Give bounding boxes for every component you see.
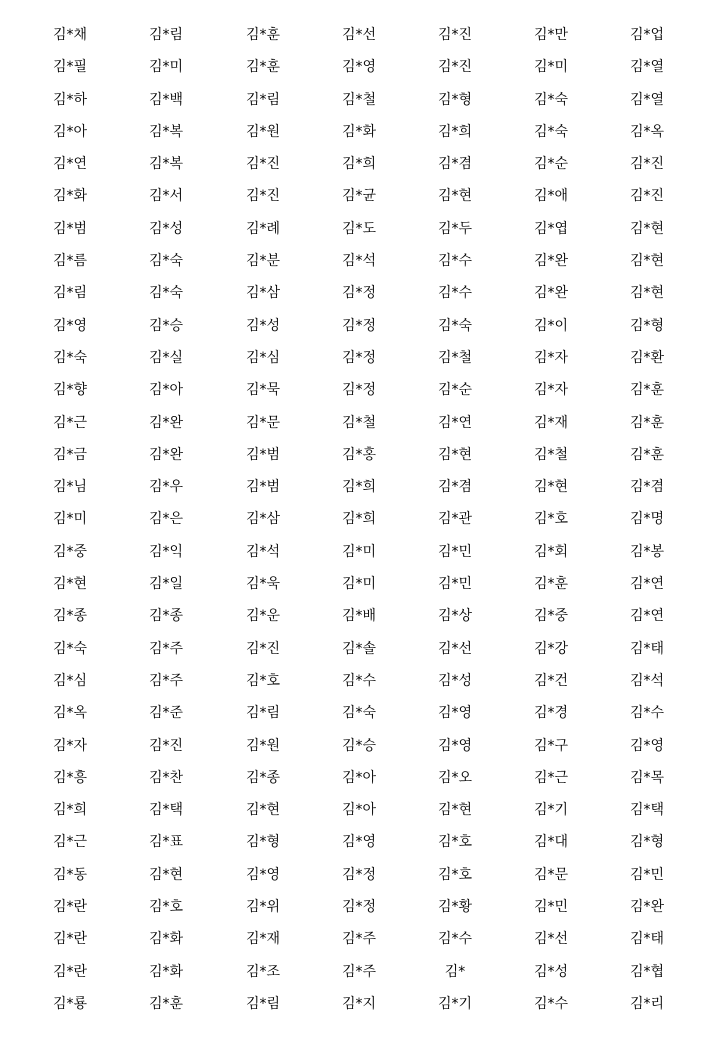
name-cell: 김*명 (629, 511, 665, 528)
name-cell: 김*중 (533, 608, 569, 625)
name-cell: 김*주 (148, 672, 184, 689)
name-cell: 김*수 (437, 253, 473, 270)
name-cell: 김*복 (148, 156, 184, 173)
name-cell: 김*영 (341, 834, 377, 851)
name-cell: 김*환 (629, 349, 665, 366)
name-cell: 김*욱 (245, 576, 281, 593)
name-cell: 김*금 (52, 446, 88, 463)
name-cell: 김*아 (148, 382, 184, 399)
name-cell: 김*업 (629, 27, 665, 43)
name-cell: 김*솔 (341, 640, 377, 657)
name-cell: 김*훈 (629, 382, 665, 399)
name-cell: 김*현 (437, 188, 473, 205)
name-cell: 김*진 (245, 640, 281, 657)
name-cell: 김*진 (437, 27, 473, 43)
name-cell: 김*익 (148, 543, 184, 560)
name-cell: 김*화 (148, 963, 184, 980)
name-cell: 김*심 (245, 349, 281, 366)
name-cell: 김*민 (629, 866, 665, 883)
name-cell: 김*삼 (245, 511, 281, 528)
name-cell: 김*진 (148, 737, 184, 754)
name-row (0, 988, 720, 1020)
name-cell: 김*위 (245, 899, 281, 916)
name-cell: 김*철 (341, 91, 377, 108)
name-cell: 김*영 (437, 705, 473, 722)
name-cell: 김*완 (533, 253, 569, 270)
name-cell: 김*선 (437, 640, 473, 657)
name-cell: 김*영 (437, 737, 473, 754)
name-cell: 김*름 (52, 253, 88, 270)
name-cell: 김*표 (148, 834, 184, 851)
name-cell: 김*두 (437, 220, 473, 237)
name-cell: 김*완 (148, 446, 184, 463)
name-cell: 김*목 (629, 769, 665, 786)
name-cell: 김*동 (52, 866, 88, 883)
name-cell: 김*형 (245, 834, 281, 851)
name-cell: 김*일 (148, 576, 184, 593)
name-cell: 김*화 (148, 931, 184, 948)
name-cell: 김*원 (245, 737, 281, 754)
name-cell: 김*영 (341, 59, 377, 76)
name-row (0, 342, 720, 374)
name-cell: 김*상 (437, 608, 473, 625)
name-cell: 김*아 (52, 123, 88, 140)
name-cell: 김*완 (533, 285, 569, 302)
name-cell: 김*주 (341, 963, 377, 980)
name-row (0, 859, 720, 891)
name-cell: 김*희 (341, 479, 377, 496)
name-cell: 김*주 (148, 640, 184, 657)
name-cell: 김*준 (148, 705, 184, 722)
name-cell: 김*호 (245, 672, 281, 689)
name-cell: 김*민 (437, 543, 473, 560)
name-cell: 김*호 (437, 866, 473, 883)
name-row (0, 277, 720, 309)
name-cell: 김*숙 (52, 640, 88, 657)
name-cell: 김*연 (629, 608, 665, 625)
name-cell: 김*강 (533, 640, 569, 657)
name-cell: 김*림 (52, 285, 88, 302)
name-cell: 김*조 (245, 963, 281, 980)
name-cell: 김*순 (533, 156, 569, 173)
name-cell: 김*현 (148, 866, 184, 883)
name-row (0, 116, 720, 148)
name-cell: 김*선 (341, 27, 377, 43)
name-row (0, 762, 720, 794)
name-cell: 김*성 (245, 317, 281, 334)
name-cell: 김*범 (245, 479, 281, 496)
name-cell: 김*수 (533, 995, 569, 1012)
name-cell: 김*란 (52, 931, 88, 948)
name-cell: 김*수 (437, 285, 473, 302)
name-cell: 김*훈 (629, 414, 665, 431)
name-cell: 김*영 (629, 737, 665, 754)
name-row (0, 826, 720, 858)
name-cell: 김*훈 (245, 59, 281, 76)
name-cell: 김*수 (629, 705, 665, 722)
name-cell: 김*배 (341, 608, 377, 625)
name-cell: 김*선 (533, 931, 569, 948)
name-cell: 김*수 (341, 672, 377, 689)
name-cell: 김*훈 (533, 576, 569, 593)
name-row (0, 84, 720, 116)
name-cell: 김*태 (629, 640, 665, 657)
name-cell: 김*호 (148, 899, 184, 916)
name-cell: 김*정 (341, 899, 377, 916)
name-row (0, 891, 720, 923)
name-cell: 김*진 (245, 188, 281, 205)
name-cell: 김*택 (629, 802, 665, 819)
name-cell: 김*진 (629, 188, 665, 205)
name-row (0, 600, 720, 632)
name-cell: 김*숙 (52, 349, 88, 366)
name-cell: 김*숙 (148, 253, 184, 270)
name-cell: 김*열 (629, 91, 665, 108)
name-cell: 김*성 (533, 963, 569, 980)
name-cell: 김*하 (52, 91, 88, 108)
name-cell: 김*실 (148, 349, 184, 366)
name-cell: 김*삼 (245, 285, 281, 302)
name-cell: 김*애 (533, 188, 569, 205)
name-cell: 김*흥 (52, 769, 88, 786)
name-cell: 김*이 (533, 317, 569, 334)
name-cell: 김*관 (437, 511, 473, 528)
name-cell: 김*호 (437, 834, 473, 851)
name-cell: 김*화 (341, 123, 377, 140)
name-cell: 김*란 (52, 899, 88, 916)
name-grid (0, 19, 720, 1020)
name-cell: 김*건 (533, 672, 569, 689)
name-cell: 김*석 (341, 253, 377, 270)
name-cell: 김*회 (533, 543, 569, 560)
name-cell: 김*서 (148, 188, 184, 205)
name-cell: 김*근 (52, 834, 88, 851)
name-cell: 김*현 (245, 802, 281, 819)
name-cell: 김*진 (437, 59, 473, 76)
name-cell: 김*우 (148, 479, 184, 496)
name-row (0, 503, 720, 535)
name-cell: 김*문 (533, 866, 569, 883)
name-cell: 김*정 (341, 382, 377, 399)
name-row (0, 923, 720, 955)
name-cell: 김*희 (341, 511, 377, 528)
name-cell: 김*찬 (148, 769, 184, 786)
name-cell: 김*옥 (52, 705, 88, 722)
name-cell: 김*림 (245, 91, 281, 108)
name-cell: 김*림 (148, 27, 184, 43)
name-cell: 김*범 (52, 220, 88, 237)
name-cell: 김*민 (437, 576, 473, 593)
name-row (0, 536, 720, 568)
name-cell: 김*철 (533, 446, 569, 463)
name-cell: 김*미 (341, 543, 377, 560)
name-cell: 김*향 (52, 382, 88, 399)
name-cell: 김*철 (341, 414, 377, 431)
name-cell: 김*현 (629, 220, 665, 237)
name-cell: 김*대 (533, 834, 569, 851)
name-cell: 김*근 (52, 414, 88, 431)
name-row (0, 697, 720, 729)
name-cell: 김*민 (533, 899, 569, 916)
name-cell: 김*현 (52, 576, 88, 593)
name-cell: 김*자 (52, 737, 88, 754)
name-cell: 김*형 (629, 317, 665, 334)
name-row (0, 956, 720, 988)
name-cell: 김*석 (629, 672, 665, 689)
name-cell: 김*미 (148, 59, 184, 76)
name-cell: 김*완 (629, 899, 665, 916)
name-cell: 김*정 (341, 866, 377, 883)
name-cell: 김* (444, 963, 466, 980)
name-cell: 김*아 (341, 802, 377, 819)
name-cell: 김*겸 (437, 479, 473, 496)
name-cell: 김*열 (629, 59, 665, 76)
name-cell: 김*분 (245, 253, 281, 270)
name-cell: 김*지 (341, 995, 377, 1012)
name-cell: 김*화 (52, 188, 88, 205)
name-cell: 김*겸 (437, 156, 473, 173)
name-row (0, 407, 720, 439)
name-row (0, 19, 720, 51)
name-cell: 김*원 (245, 123, 281, 140)
name-row (0, 148, 720, 180)
name-cell: 김*중 (52, 543, 88, 560)
name-cell: 김*경 (533, 705, 569, 722)
name-cell: 김*근 (533, 769, 569, 786)
name-row (0, 568, 720, 600)
name-cell: 김*택 (148, 802, 184, 819)
name-cell: 김*겸 (629, 479, 665, 496)
name-row (0, 213, 720, 245)
name-cell: 김*문 (245, 414, 281, 431)
name-cell: 김*림 (245, 995, 281, 1012)
name-cell: 김*희 (437, 123, 473, 140)
name-cell: 김*림 (245, 705, 281, 722)
name-cell: 김*희 (52, 802, 88, 819)
name-cell: 김*자 (533, 349, 569, 366)
name-cell: 김*례 (245, 220, 281, 237)
name-cell: 김*숙 (148, 285, 184, 302)
name-cell: 김*희 (341, 156, 377, 173)
name-cell: 김*호 (533, 511, 569, 528)
name-cell: 김*미 (533, 59, 569, 76)
name-row (0, 51, 720, 83)
name-cell: 김*협 (629, 963, 665, 980)
name-cell: 김*정 (341, 349, 377, 366)
name-cell: 김*봉 (629, 543, 665, 560)
name-row (0, 374, 720, 406)
name-cell: 김*백 (148, 91, 184, 108)
name-cell: 김*은 (148, 511, 184, 528)
name-cell: 김*종 (245, 769, 281, 786)
name-cell: 김*순 (437, 382, 473, 399)
name-cell: 김*연 (437, 414, 473, 431)
name-row (0, 730, 720, 762)
name-cell: 김*훈 (148, 995, 184, 1012)
name-cell: 김*태 (629, 931, 665, 948)
name-cell: 김*재 (245, 931, 281, 948)
name-cell: 김*완 (148, 414, 184, 431)
name-cell: 김*성 (437, 672, 473, 689)
name-cell: 김*복 (148, 123, 184, 140)
name-cell: 김*현 (437, 802, 473, 819)
name-cell: 김*숙 (533, 91, 569, 108)
name-cell: 김*연 (52, 156, 88, 173)
name-row (0, 180, 720, 212)
name-cell: 김*구 (533, 737, 569, 754)
name-cell: 김*란 (52, 963, 88, 980)
name-cell: 김*형 (629, 834, 665, 851)
name-cell: 김*엽 (533, 220, 569, 237)
name-cell: 김*황 (437, 899, 473, 916)
name-cell: 김*채 (52, 27, 88, 43)
name-cell: 김*훈 (629, 446, 665, 463)
name-cell: 김*미 (52, 511, 88, 528)
name-row (0, 245, 720, 277)
name-row (0, 439, 720, 471)
name-cell: 김*승 (341, 737, 377, 754)
name-row (0, 633, 720, 665)
name-cell: 김*오 (437, 769, 473, 786)
name-cell: 김*진 (629, 156, 665, 173)
name-cell: 김*영 (245, 866, 281, 883)
name-cell: 김*숙 (533, 123, 569, 140)
name-cell: 김*숙 (437, 317, 473, 334)
name-cell: 김*훈 (245, 27, 281, 43)
name-cell: 김*미 (341, 576, 377, 593)
name-cell: 김*주 (341, 931, 377, 948)
name-cell: 김*자 (533, 382, 569, 399)
name-cell: 김*종 (148, 608, 184, 625)
name-cell: 김*석 (245, 543, 281, 560)
name-cell: 김*필 (52, 59, 88, 76)
name-cell: 김*정 (341, 317, 377, 334)
name-cell: 김*숙 (341, 705, 377, 722)
name-cell: 김*아 (341, 769, 377, 786)
name-cell: 김*현 (437, 446, 473, 463)
name-cell: 김*수 (437, 931, 473, 948)
name-cell: 김*님 (52, 479, 88, 496)
name-cell: 김*범 (245, 446, 281, 463)
name-row (0, 665, 720, 697)
name-cell: 김*만 (533, 27, 569, 43)
name-cell: 김*철 (437, 349, 473, 366)
name-cell: 김*도 (341, 220, 377, 237)
name-cell: 김*현 (533, 479, 569, 496)
name-cell: 김*종 (52, 608, 88, 625)
name-cell: 김*운 (245, 608, 281, 625)
name-cell: 김*진 (245, 156, 281, 173)
name-cell: 김*영 (52, 317, 88, 334)
name-cell: 김*균 (341, 188, 377, 205)
name-cell: 김*룡 (52, 995, 88, 1012)
name-row (0, 471, 720, 503)
name-cell: 김*리 (629, 995, 665, 1012)
name-cell: 김*홍 (341, 446, 377, 463)
name-cell: 김*연 (629, 576, 665, 593)
name-cell: 김*기 (437, 995, 473, 1012)
name-cell: 김*승 (148, 317, 184, 334)
name-cell: 김*현 (629, 253, 665, 270)
name-cell: 김*묵 (245, 382, 281, 399)
name-cell: 김*심 (52, 672, 88, 689)
name-cell: 김*성 (148, 220, 184, 237)
name-cell: 김*형 (437, 91, 473, 108)
name-cell: 김*옥 (629, 123, 665, 140)
name-row (0, 794, 720, 826)
name-cell: 김*정 (341, 285, 377, 302)
name-cell: 김*현 (629, 285, 665, 302)
name-row (0, 310, 720, 342)
name-cell: 김*재 (533, 414, 569, 431)
name-cell: 김*기 (533, 802, 569, 819)
